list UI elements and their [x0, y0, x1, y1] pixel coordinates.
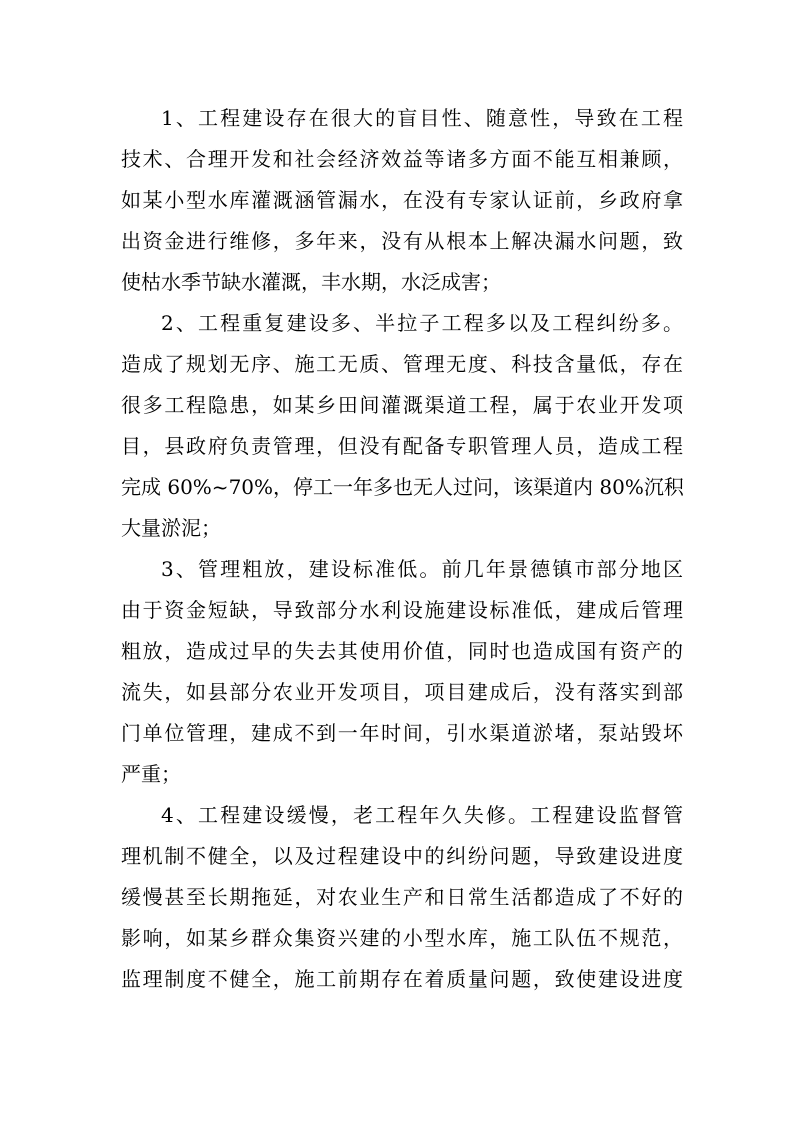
- paragraph-line: 目，县政府负责管理，但没有配备专职管理人员，造成工程: [121, 434, 683, 458]
- paragraph-line: 使枯水季节缺水灌溉，丰水期，水泛成害；: [121, 270, 501, 294]
- paragraph-line: 技术、合理开发和社会经济效益等诸多方面不能互相兼顾，: [121, 147, 683, 171]
- paragraph-line: 3、管理粗放，建设标准低。前几年景德镇市部分地区: [161, 557, 683, 581]
- paragraph-line: 流失，如县部分农业开发项目，项目建成后，没有落实到部: [121, 680, 683, 704]
- paragraph-line: 4、工程建设缓慢，老工程年久失修。工程建设监督管: [161, 803, 683, 827]
- paragraph-line: 出资金进行维修，多年来，没有从根本上解决漏水问题，致: [121, 229, 683, 253]
- document-body: [121, 98, 683, 1000]
- paragraph-3: [121, 549, 683, 795]
- paragraph-line: 很多工程隐患，如某乡田间灌溉渠道工程，属于农业开发项: [121, 393, 683, 417]
- paragraph-line: 造成了规划无序、施工无质、管理无度、科技含量低，存在: [121, 352, 683, 376]
- paragraph-line: 粗放，造成过早的失去其使用价值，同时也造成国有资产的: [121, 639, 683, 663]
- paragraph-1: [121, 98, 683, 303]
- paragraph-line: 监理制度不健全，施工前期存在着质量问题，致使建设进度: [121, 967, 683, 991]
- paragraph-line: 严重；: [121, 762, 181, 786]
- paragraph-2: [121, 303, 683, 549]
- paragraph-line: 门单位管理，建成不到一年时间，引水渠道淤堵，泵站毁坏: [121, 721, 683, 745]
- paragraph-line: 如某小型水库灌溉涵管漏水，在没有专家认证前，乡政府拿: [121, 188, 683, 212]
- paragraph-line: 由于资金短缺，导致部分水利设施建设标准低，建成后管理: [121, 598, 683, 622]
- paragraph-line: 大量淤泥；: [121, 516, 221, 540]
- paragraph-line: 影响，如某乡群众集资兴建的小型水库，施工队伍不规范，: [121, 926, 683, 950]
- paragraph-line: 缓慢甚至长期拖延，对农业生产和日常生活都造成了不好的: [121, 885, 683, 909]
- paragraph-line: 完成 60%~70%，停工一年多也无人过问，该渠道内 80%沉积: [121, 475, 684, 499]
- paragraph-line: 理机制不健全，以及过程建设中的纠纷问题，导致建设进度: [121, 844, 683, 868]
- paragraph-line: 2、工程重复建设多、半拉子工程多以及工程纠纷多。: [161, 311, 683, 335]
- paragraph-4: [121, 795, 683, 1000]
- paragraph-line: 1、工程建设存在很大的盲目性、随意性，导致在工程: [161, 106, 683, 130]
